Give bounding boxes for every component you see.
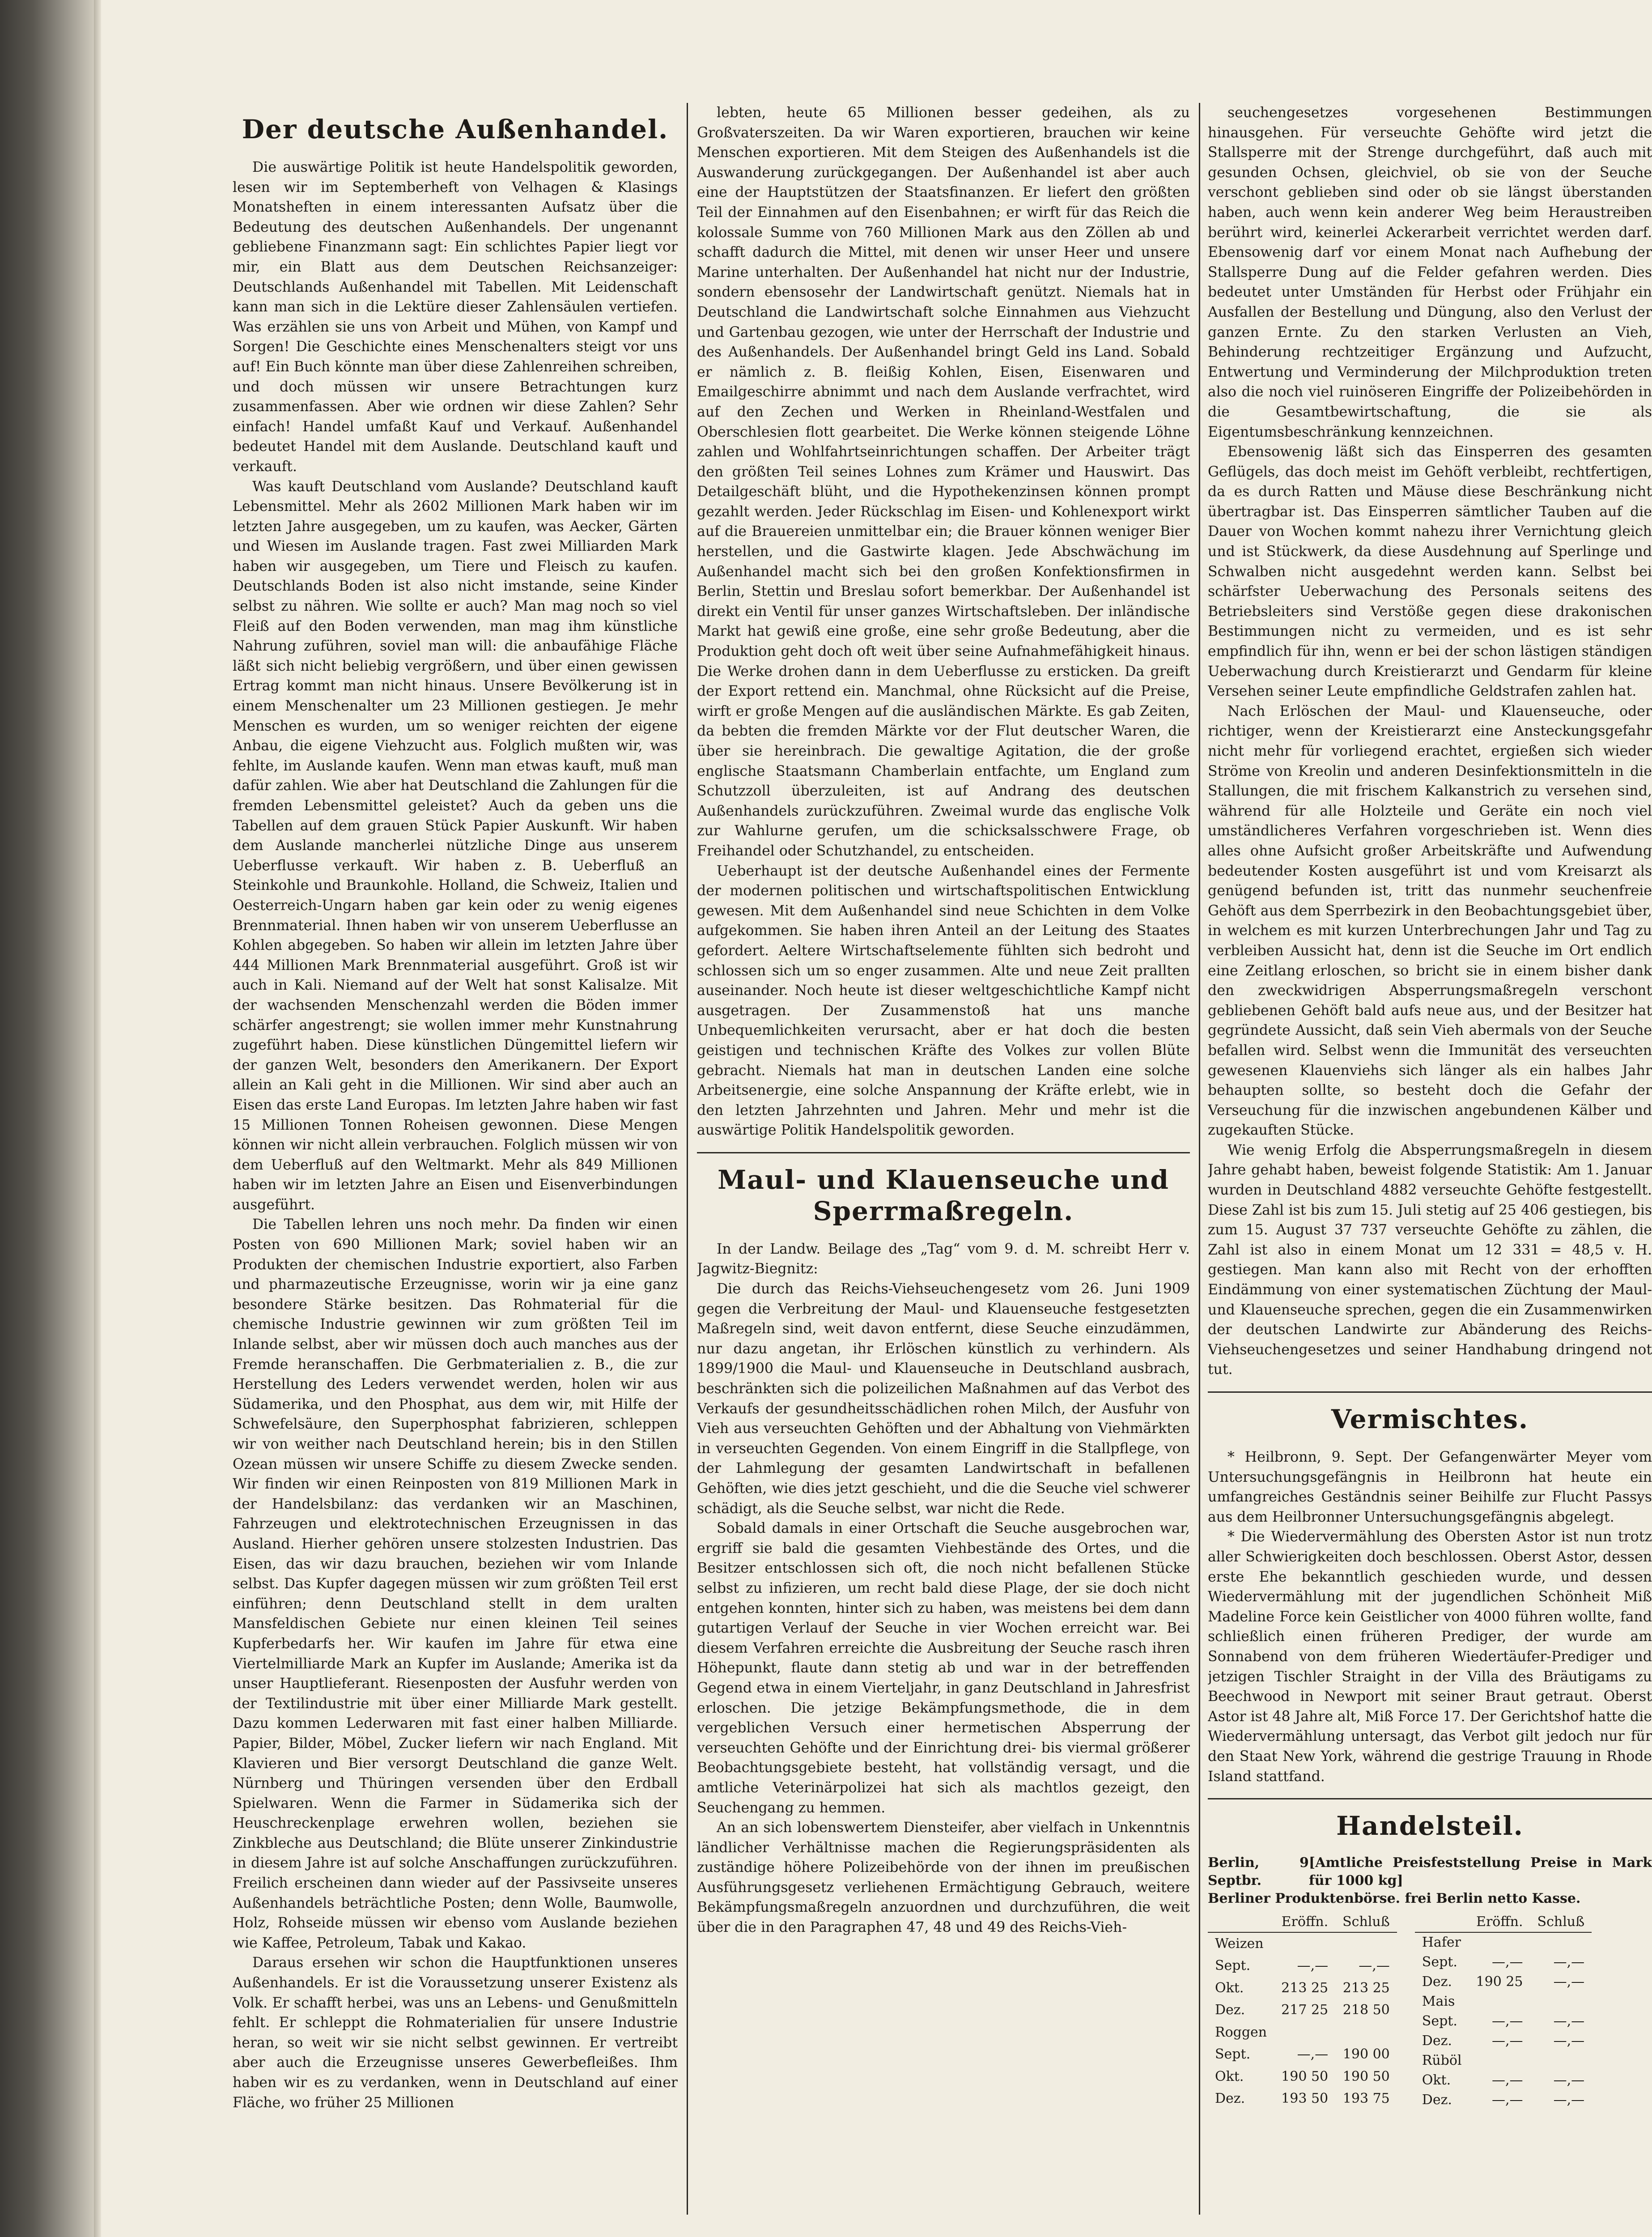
market-row — [1208, 1977, 1397, 1999]
article-continuation-maulseuche — [1208, 103, 1652, 1380]
market-cell-label: Sept. — [1422, 1954, 1457, 1970]
market-cell-close — [1530, 2051, 1592, 2071]
col-open: Eröffn. — [1274, 1912, 1335, 1932]
article-title-maulseuche: Maul- und Klauenseuche und Sperrmaßregeln. — [718, 1164, 1169, 1226]
market-cell-close — [1530, 1992, 1592, 2012]
market-header — [1208, 1854, 1652, 1890]
paragraph: seuchengesetzes vorgesehenen Bestimmungen hinausgehen. Für verseuchte Gehöfte wird jetzt die Stallsperre mit der Strenge durchgeführt, daß auch mit gesunden Ochsen, gleichviel, ob sie von der Seuche verschont geblieben sind oder ob sie längst überstanden haben, auch wenn kein anderer Weg beim Heraustreiben berührt wird, keinerlei Ackerarbeit verrichtet werden darf. Ebensowenig darf vor einem Monat nach Aufhebung der Stallsperre Dung auf die Felder gefahren werden. Dies bedeutet unter Umständen für Herbst oder Frühjahr ein Ausfallen der Bestellung und Düngung, also den Verlust der ganzen Ernte. Zu den starken Verlusten an Vieh, Behinderung rechtzeitiger Ergänzung und Aufzucht, Entwertung und Verminderung der Milchproduktion treten also die noch viel ruinöseren Eingriffe der Polizeibehörden in die Gesamtbewirtschaftung, die sie als Eigentumsbeschränkung kennzeichnen. — [1208, 105, 1652, 440]
market-cell-close: 193 75 — [1342, 2091, 1390, 2107]
market-cell-label: Mais — [1422, 1994, 1455, 2010]
market-cell-label: Dez. — [1215, 2002, 1245, 2018]
market-row — [1415, 2071, 1592, 2090]
section-title-vermischtes: Vermischtes. — [1331, 1404, 1529, 1434]
paragraph: Nach Erlöschen der Maul- und Klauenseuche, oder richtiger, wenn der Kreistierarzt eine Ansteckungsgefahr nicht mehr für vorliegend erachtet, ergießen sich wieder Ströme von Kreolin und anderen Desinfektionsmitteln in die Stallungen, die mit frischem Kalkanstrich zu versehen sind, während für alle Holzteile und Geräte ein noch viel umständlicheres Verfahren vorgeschrieben ist. Wenn dies alles ohne Aufsicht großer Arbeitskräfte und Aufwendung bedeutender Kosten ausgeführt ist und vom Kreisarzt als genügend befunden ist, tritt das nunmehr seuchenfreie Gehöft aus dem Sperrbezirk in den Beobachtungsgebiet über, in welchem es mit kurzen Unterbrechungen Jahr und Tag zu verbleiben Aussicht hat, denn ist die Seuche im Ort endlich eine Zeitlang erloschen, so bricht sie in einem bisher dank den zweckwidrigen Absperrungsmaßregeln verschont gebliebenen Gehöft bald aufs neue aus, und der Besitzer hat gegründete Aussicht, daß sein Vieh abermals von der Seuche befallen wird. Selbst wenn die Immunität des verseuchten gewesenen Klauenviehs sich länger als ein halbes Jahr behaupten sollte, so besteht doch die Gefahr der Verseuchung für die inzwischen angebundenen Kälber und zugekauften Stücke. — [1208, 703, 1652, 1139]
market-row — [1208, 2021, 1397, 2043]
section-title-handelsteil: Handelsteil. — [1336, 1811, 1524, 1841]
market-cell-open: —,— — [1297, 2046, 1329, 2063]
paragraph: Was kauft Deutschland vom Auslande? Deutschland kauft Lebensmittel. Mehr als 2602 Millionen Mark haben wir im letzten Jahre ausgegeben, um zu kaufen, was Aecker, Gärten und Wiesen im Auslande tragen. Fast zwei Milliarden Mark haben wir ausgegeben, um Tiere und Fleisch zu kaufen. Deutschlands Boden ist also nicht imstande, seine Kinder selbst zu nähren. Wie sollte er auch? Man mag noch so viel Fleiß auf den Boden verwenden, man mag ihm künstliche Nahrung zuführen, soviel man will: die anbaufähige Fläche läßt sich nicht beliebig vergrößern, und über einen gewissen Ertrag kommt man nicht hinaus. Unsere Bevölkerung ist in einem Menschenalter um 23 Millionen gestiegen. Je mehr Menschen es wurden, um so weniger reichten der eigene Anbau, die eigene Viehzucht aus. Folglich mußten wir, was fehlte, im Auslande kaufen. Wenn man etwas kauft, muß man dafür zahlen. Wie aber hat Deutschland die Zahlungen für die fremden Lebensmittel geleistet? Auch da geben uns die Tabellen auf dem grauen Stück Papier Auskunft. Wir haben dem Auslande mancherlei nützliche Dinge aus unserem Ueberflusse verkauft. Wir haben z. B. Ueberfluß an Steinkohle und Braunkohle. Holland, die Schweiz, Italien und Oesterreich-Ungarn haben gar kein oder zu wenig eigenes Brennmaterial. Ihnen haben wir von unserem Ueberflusse an Kohlen abgegeben. So haben wir allein im letzten Jahre über 444 Millionen Mark Brennmaterial ausgeführt. Groß ist wir auch in Kali. Niemand auf der Welt hat sonst Kalisalze. Mit der wachsenden Menschenzahl werden die Böden immer schärfer angestrengt; sie wollen immer mehr Kunstnahrung zugeführt haben. Diese künstlichen Düngemittel liefern wir der ganzen Welt, besonders den Amerikanern. Der Export allein an Kali geht in die Millionen. Wir sind aber auch an Eisen das erste Land Europas. Im letzten Jahre haben wir fast 15 Millionen Tonnen Roheisen gewonnen. Diese Mengen können wir nicht allein verbrauchen. Folglich müssen wir von dem Ueberfluß auf den Weltmarkt. Mehr als 849 Millionen haben wir im letzten Jahre an Eisen und Eisenverbindungen ausgeführt. — [233, 478, 678, 1213]
market-row — [1208, 2088, 1397, 2110]
paragraph: lebten, heute 65 Millionen besser gedeihen, als zu Großvaterszeiten. Da wir Waren exportieren, brauchen wir keine Menschen exportieren. Mit dem Steigen des Außenhandels ist die Auswanderung zurückgegangen. Der Außenhandel ist aber auch eine der Hauptstützen der Staatsfinanzen. Er liefert den größten Teil der Einnahmen auf den Eisenbahnen; er wirft für das Reich die kolossale Summe von 760 Millionen Mark aus den Zöllen ab und schafft dadurch die Mittel, mit denen wir unser Heer und unsere Marine unterhalten. Der Außenhandel hat nicht nur der Industrie, sondern ebensosehr der Landwirtschaft genützt. Niemals hat in Deutschland die Landwirtschaft solche Einnahmen aus Viehzucht und Gartenbau gezogen, wie unter der Herrschaft der Industrie und des Außenhandels. Der Außenhandel bringt Geld ins Land. Sobald er nämlich z. B. fleißig Kohlen, Eisen, Eisenwaren und Emailgeschirre abnimmt und nach dem Auslande verfrachtet, wird auf den Zechen und Werken in Rheinland-Westfalen und Oberschlesien flott gearbeitet. Die Werke können steigende Löhne zahlen und Wohlfahrtseinrichtungen schaffen. Der Arbeiter trägt den größten Teil seines Lohnes zum Krämer und Hauswirt. Das Detailgeschäft blüht, und die Hypothekenzinsen können prompt gezahlt werden. Jeder Rückschlag im Eisen- und Kohlenexport wirkt auf die Brauereien unmittelbar ein; die Brauer können weniger Bier herstellen, und die Gastwirte klagen. Jede Abschwächung im Außenhandel macht sich bei den großen Konfektionsfirmen in Berlin, Stettin und Breslau sofort bemerkbar. Der Außenhandel ist direkt ein Ventil für unser ganzes Wirtschaftsleben. Der inländische Markt hat gewiß eine große, eine sehr große Bedeutung, aber die Produktion geht doch oft weit über seine Aufnahmefähigkeit hinaus. Die Werke drohen dann in dem Ueberflusse zu ersticken. Da greift der Export rettend ein. Manchmal, ohne Rücksicht auf die Preise, wirft er große Mengen auf die ausländischen Märkte. Es gab Zeiten, da bebten die fremden Märkte vor der Flut deutscher Waren, die über sie hereinbrach. Die gewaltige Agitation, die der große englische Staatsmann Chamberlain entfachte, um England zum Schutzzoll überzuleiten, ist auf Andrang des deutschen Außenhandels zurückzuführen. Zweimal wurde das englische Volk zur Wahlurne gerufen, um die schicksalsschwere Frage, ob Freihandel oder Schutzhandel, zu entscheiden. — [697, 105, 1190, 859]
paragraph: An an sich lobenswertem Diensteifer, aber vielfach in Unkenntnis ländlicher Verhältnisse machen die Regierungspräsidenten als zuständige höhere Polizeibehörde von der ihnen im preußischen Ausführungsgesetz verliehenen Ermächtigung Gebrauch, weitere Bekämpfungsmaßregeln anzuordnen und durchzuführen, die weit über die in den Paragraphen 47, 48 und 49 des Reichs-Vieh- — [697, 1820, 1190, 1936]
page-edge — [94, 0, 101, 2237]
article-body-aussenhandel — [233, 157, 678, 2113]
market-cell-close — [1335, 1932, 1397, 1955]
column-1 — [233, 103, 678, 2237]
section-divider — [1208, 1798, 1652, 1799]
col-close: Schluß — [1530, 1912, 1592, 1932]
market-cell-label: Hafer — [1422, 1935, 1461, 1951]
market-cell-label: Dez. — [1422, 1974, 1452, 1990]
col-open: Eröffn. — [1469, 1912, 1530, 1932]
market-cell-label: Roggen — [1215, 2024, 1267, 2040]
paragraph: Die Tabellen lehren uns noch mehr. Da finden wir einen Posten von 690 Millionen Mark; soviel haben wir an Produkten der chemischen Industrie exportiert, also Farben und pharmazeutische Erzeugnisse, worin wir ja eine ganz besondere Stärke besitzen. Das Rohmaterial für die chemische Industrie gewinnen wir zum größten Teil im Inlande selbst, aber wir müssen doch auch manches aus der Fremde heranschaffen. Die Gerbmaterialien z. B., die zur Herstellung des Leders verwendet werden, holen wir aus Südamerika, und den Phosphat, aus dem wir, mit Hilfe der Schwefelsäure, den Superphosphat fabrizieren, schleppen wir von weither nach Deutschland herein; bis in den Stillen Ozean müssen wir unsere Schiffe zu diesem Zwecke senden. Wir finden wir einen Reinposten von 819 Millionen Mark in der Handelsbilanz: das verdanken wir an Maschinen, Fahrzeugen und elektrotechnischen Erzeugnissen in das Ausland. Hierher gehören unsere stolzesten Industrien. Das Eisen, das wir dazu brauchen, beziehen wir vom Inlande selbst. Das Kupfer dagegen müssen wir zum größten Teil erst einführen; denn Deutschland stellt in dem uralten Mansfeldischen Gebiete nur einen kleinen Teil seines Kupferbedarfs her. Wir kaufen im Jahre für etwa eine Viertelmilliarde Mark an Kupfer im Auslande; Amerika ist da unser Hauptlieferant. Riesenposten der Ausfuhr werden von der Textilindustrie mit über einer Milliarde Mark gestellt. Dazu kommen Lederwaren mit fast einer halben Milliarde. Papier, Bilder, Möbel, Zucker liefern wir nach England. Mit Klavieren und Bier versorgt Deutschland die ganze Welt. Nürnberg und Thüringen versenden über den Erdball Spielwaren. Wenn die Farmer in Südamerika sich der Heuschreckenplage erwehren wollen, beziehen sie Zinkbleche aus Deutschland; die Blüte unserer Zinkindustrie in diesem Jahre ist auf solche Anschaffungen zurückzuführen. Freilich erscheinen dann wieder auf der Passivseite unseres Außenhandels beträchtliche Posten; denn Wolle, Baumwolle, Holz, Rohseide müssen wir ebenso vom Auslande beziehen wie Kaffee, Petroleum, Tabak und Kakao. — [233, 1216, 678, 1951]
section-divider — [1208, 1391, 1652, 1393]
market-cell-label: Sept. — [1215, 1958, 1251, 1974]
market-row — [1208, 1955, 1397, 1977]
market-cell-close: —,— — [1359, 1958, 1390, 1974]
paragraph: Ebensowenig läßt sich das Einsperren des gesamten Geflügels, das doch meist im Gehöft verbleibt, rechtfertigen, da es durch Ratten und Mäuse diese Beschränkung nicht übertragbar ist. Das Einsperren sämtlicher Tauben auf die Dauer von Wochen kommt nahezu ihrer Vernichtung gleich und ist Stückwerk, da diese Ausdehnung auf Sperlinge und Schwalben nicht ausgedehnt werden kann. Selbst bei schärfster Ueberwachung des Personals seitens des Betriebsleiters sind Verstöße gegen diese drakonischen Bestimmungen nicht zu vermeiden, und es ist sehr empfindlich für ihn, wenn er bei der schon lästigen ständigen Ueberwachung durch Kreistierarzt und Gendarm für kleine Versehen seiner Leute empfindliche Geldstrafen zahlen hat. — [1208, 444, 1652, 700]
market-cell-close: 218 50 — [1342, 2002, 1390, 2018]
column-rule-1 — [687, 103, 688, 2215]
market-table-right — [1415, 1912, 1592, 2110]
market-cell-open: 193 50 — [1281, 2091, 1329, 2107]
market-row — [1415, 1992, 1592, 2012]
market-row — [1415, 2031, 1592, 2051]
market-cell-open: —,— — [1297, 1958, 1329, 1974]
market-cell-open — [1469, 1992, 1530, 2012]
market-cell-open: —,— — [1491, 2013, 1523, 2029]
market-price-note: [Amtliche Preisfeststellung Preise in Mark für 1000 kg] — [1308, 1855, 1652, 1889]
market-row — [1208, 2066, 1397, 2088]
market-cell-open: 190 50 — [1281, 2068, 1329, 2084]
section-divider — [697, 1152, 1190, 1153]
paragraph: In der Landw. Beilage des „Tag“ vom 9. d. M. schreibt Herr v. Jagwitz-Biegnitz: — [697, 1241, 1190, 1277]
market-row — [1415, 1932, 1592, 1952]
col-close: Schluß — [1335, 1912, 1397, 1932]
market-cell-open: 190 25 — [1476, 1974, 1523, 1990]
market-cell-close — [1530, 1932, 1592, 1952]
market-cell-label: Sept. — [1215, 2046, 1251, 2063]
paragraph: Sobald damals in einer Ortschaft die Seuche ausgebrochen war, ergriff sie bald die gesamten Viehbestände des Ortes, und die Besitzer entschlossen sich oft, die noch nicht befallenen Stücke selbst zu infizieren, um recht bald diese Plage, der sie doch nicht entgehen konnten, hinter sich zu haben, was meistens bei dem dann gutartigen Verlauf der Seuche in vier Wochen erreicht war. Bei diesem Verfahren erreichte die Ausbreitung der Seuche rasch ihren Höhepunkt, flaute dann stetig ab und war in der betreffenden Gegend etwa in einem Vierteljahr, in ganz Deutschland in Jahresfrist erloschen. Die jetzige Bekämpfungsmethode, die in dem vergeblichen Versuch einer hermetischen Absperrung der verseuchten Gehöfte und der Einrichtung drei- bis viermal größerer Beobachtungsgebiete besteht, hat vollständig versagt, und die amtliche Veterinärpolizei hat sich als machtlos gezeigt, den Seuchengang zu hemmen. — [697, 1520, 1190, 1816]
market-cell-label: Okt. — [1215, 2068, 1244, 2084]
market-row — [1415, 2012, 1592, 2031]
market-cell-close: —,— — [1553, 2072, 1585, 2088]
market-row — [1415, 2090, 1592, 2110]
section-body-vermischtes — [1208, 1447, 1652, 1786]
market-row — [1415, 2051, 1592, 2071]
market-cell-close: —,— — [1553, 1974, 1585, 1990]
market-cell-label: Dez. — [1422, 2092, 1452, 2108]
market-cell-label: Okt. — [1422, 2072, 1451, 2088]
market-cell-open: —,— — [1491, 2072, 1523, 2088]
market-report — [1208, 1854, 1652, 2110]
market-cell-close: 190 00 — [1342, 2046, 1390, 2063]
column-2 — [697, 103, 1190, 2237]
market-cell-close: 213 25 — [1342, 1980, 1390, 1996]
paragraph: * Die Wiedervermählung des Obersten Astor ist nun trotz aller Schwierigkeiten doch beschlossen. Oberst Astor, dessen erste Ehe bekanntlich geschieden wurde, und dessen Wiedervermählung mit der jugendlichen Schönheit Miß Madeline Force kein Geistlicher von 4000 führen wollte, fand schließlich einen früheren Prediger, der wurde am Sonnabend von dem früheren Wiedertäufer-Prediger und jetzigen Tischler Straight in der Villa des Bräutigams zu Beechwood in Newport mit seiner Braut getraut. Oberst Astor ist 48 Jahre alt, Miß Force 17. Der Gerichtshof hatte die Wiedervermählung untersagt, das Verbot gilt jedoch nur für den Staat New York, während die gestrige Trauung in Rhode Island stattfand. — [1208, 1529, 1652, 1785]
market-cell-label: Weizen — [1215, 1935, 1264, 1952]
article-body-maulseuche — [697, 1239, 1190, 1938]
market-cell-open — [1469, 2051, 1530, 2071]
market-cell-open — [1469, 1932, 1530, 1952]
market-cell-open: 217 25 — [1281, 2002, 1329, 2018]
market-cell-close: —,— — [1553, 2033, 1585, 2049]
market-cell-close: —,— — [1553, 1954, 1585, 1970]
market-cell-label: Rüböl — [1422, 2053, 1462, 2069]
market-cell-close: —,— — [1553, 2092, 1585, 2108]
market-cell-close: 190 50 — [1342, 2068, 1390, 2084]
market-cell-label: Sept. — [1422, 2013, 1457, 2029]
market-row — [1415, 1972, 1592, 1992]
market-cell-label: Dez. — [1215, 2091, 1245, 2107]
market-row — [1208, 1932, 1397, 1955]
paragraph: Wie wenig Erfolg die Absperrungsmaßregeln in diesem Jahre gehabt haben, beweist folgende Statistik: Am 1. Januar wurden in Deutschland 4882 verseuchte Gehöfte festgestellt. Diese Zahl ist bis zum 15. Juli stetig auf 25 406 gestiegen, bis zum 15. August 37 737 verseuchte Gehöfte zu zählen, die Zahl ist also in einem Monat um 12 331 = 48,5 v. H. gestiegen. Man kann also mit Recht von der erhofften Eindämmung von einer systematischen Züchtung der Maul- und Klauenseuche sprechen, gegen die ein Zusammenwirken der deutschen Landwirte zur Abänderung des Reichs-Viehseuchengesetzes und seiner Handhabung dringend not tut. — [1208, 1142, 1652, 1378]
paragraph: Ueberhaupt ist der deutsche Außenhandel eines der Fermente der modernen politischen und wirtschaftspolitischen Entwicklung gewesen. Mit dem Außenhandel sind neue Schichten in dem Volke aufgekommen. Sie haben ihren Anteil an der Leitung des Staates gefordert. Aeltere Wirtschaftselemente fühlten sich bedroht und schlossen sich um so enger zusammen. Alte und neue Zeit prallten auseinander. Noch heute ist dieser weltgeschichtliche Kampf nicht ausgetragen. Der Zusammenstoß hat uns manche Unbequemlichkeiten verursacht, aber er hat doch die besten geistigen und technischen Kräfte des Volkes zur vollen Blüte gebracht. Niemals hat man in deutschen Landen eine solche Arbeitsenergie, eine solche Anspannung der Kräfte erlebt, wie in den letzten Jahrzehnten und Jahren. Mehr und mehr ist die auswärtige Politik Handelspolitik geworden. — [697, 863, 1190, 1139]
market-cell-open: —,— — [1491, 2092, 1523, 2108]
paragraph: Die durch das Reichs-Viehseuchengesetz vom 26. Juni 1909 gegen die Verbreitung der Maul- und Klauenseuche festgesetzten Maßregeln sind, weit davon entfernt, diese Seuche einzudämmen, nur dazu angetan, ihr Erlöschen künstlich zu verhindern. Als 1899/1900 die Maul- und Klauenseuche in Deutschland ausbrach, beschränkten sich die polizeilichen Maßnahmen auf das Verbot des Verkaufs der gesundheitsschädlichen rohen Milch, der Ausfuhr von Vieh aus verseuchten Gehöften und der Abhaltung von Viehmärkten in verseuchten Gegenden. Von einem Eingriff in die Stallpflege, von der Lahmlegung der gesamten Landwirtschaft in befallenen Gehöften, wie dies jetzt geschieht, und die die Seuche viel schwerer schädigt, als die Seuche selbst, war nicht die Rede. — [697, 1281, 1190, 1517]
column-3 — [1208, 103, 1652, 2237]
market-row — [1208, 2044, 1397, 2066]
market-cell-open — [1274, 1932, 1335, 1955]
market-row — [1415, 1952, 1592, 1972]
market-cell-open: —,— — [1491, 2033, 1523, 2049]
market-cell-close — [1335, 2021, 1397, 2043]
paragraph: * Heilbronn, 9. Sept. Der Gefangenwärter Meyer vom Untersuchungsgefängnis in Heilbronn hat heute ein umfangreiches Geständnis seiner Beihilfe zur Flucht Passys aus dem Heilbronner Untersuchungsgefängnis abgelegt. — [1208, 1449, 1652, 1525]
market-cell-close: —,— — [1553, 2013, 1585, 2029]
paragraph: Daraus ersehen wir schon die Hauptfunktionen unseres Außenhandels. Er ist die Voraussetzung unserer Existenz als Volk. Er schafft herbei, was uns an Lebens- und Genußmitteln fehlt. Er schleppt die Rohmaterialien für unsere Industrie heran, so weit wir sie nicht selbst gewinnen. Er vertreibt aber auch die Erzeugnisse unseres Gewerbefleißes. Ihm haben wir es zu verdanken, wenn in Deutschland auf einer Fläche, wo früher 25 Millionen — [233, 1955, 678, 2111]
market-table-left — [1208, 1912, 1397, 2110]
market-cell-open: 213 25 — [1281, 1980, 1329, 1996]
article-title-aussenhandel: Der deutsche Außenhandel. — [242, 114, 669, 145]
paragraph: Die auswärtige Politik ist heute Handelspolitik geworden, lesen wir im Septemberheft von Velhagen & Klasings Monatsheften in einem interessanten Aufsatz über die Bedeutung des deutschen Außenhandels. Der ungenannt gebliebene Finanzmann sagt: Ein schlichtes Papier liegt vor mir, ein Blatt aus dem Deutschen Reichsanzeiger: Deutschlands Außenhandel mit Tabellen. Mit Leidenschaft kann man sich in die Lektüre dieser Zahlensäulen vertiefen. Was erzählen sie uns von Arbeit und Mühen, von Kampf und Sorgen! Die Geschichte eines Menschenalters steigt vor uns auf! Ein Buch könnte man über diese Zahlenreihen schreiben, und doch müssen wir unsere Betrachtungen kurz zusammenfassen. Aber wie ordnen wir diese Zahlen? Sehr einfach! Handel umfaßt Kauf und Verkauf. Außenhandel bedeutet Handel mit dem Auslande. Deutschland kauft und verkauft. — [233, 159, 678, 475]
market-tables — [1208, 1912, 1652, 2110]
article-continuation-aussenhandel — [697, 103, 1190, 1140]
market-exchange: Berliner Produktenbörse. frei Berlin netto Kasse. — [1208, 1891, 1581, 1907]
market-cell-open — [1274, 2021, 1335, 2043]
market-location-date: Berlin, 9 Septbr. — [1208, 1855, 1309, 1889]
market-cell-label: Okt. — [1215, 1980, 1244, 1996]
book-binding — [0, 0, 94, 2237]
market-cell-label: Dez. — [1422, 2033, 1452, 2049]
column-rule-2 — [1199, 103, 1200, 2215]
market-row — [1208, 1999, 1397, 2021]
market-cell-open: —,— — [1491, 1954, 1523, 1970]
